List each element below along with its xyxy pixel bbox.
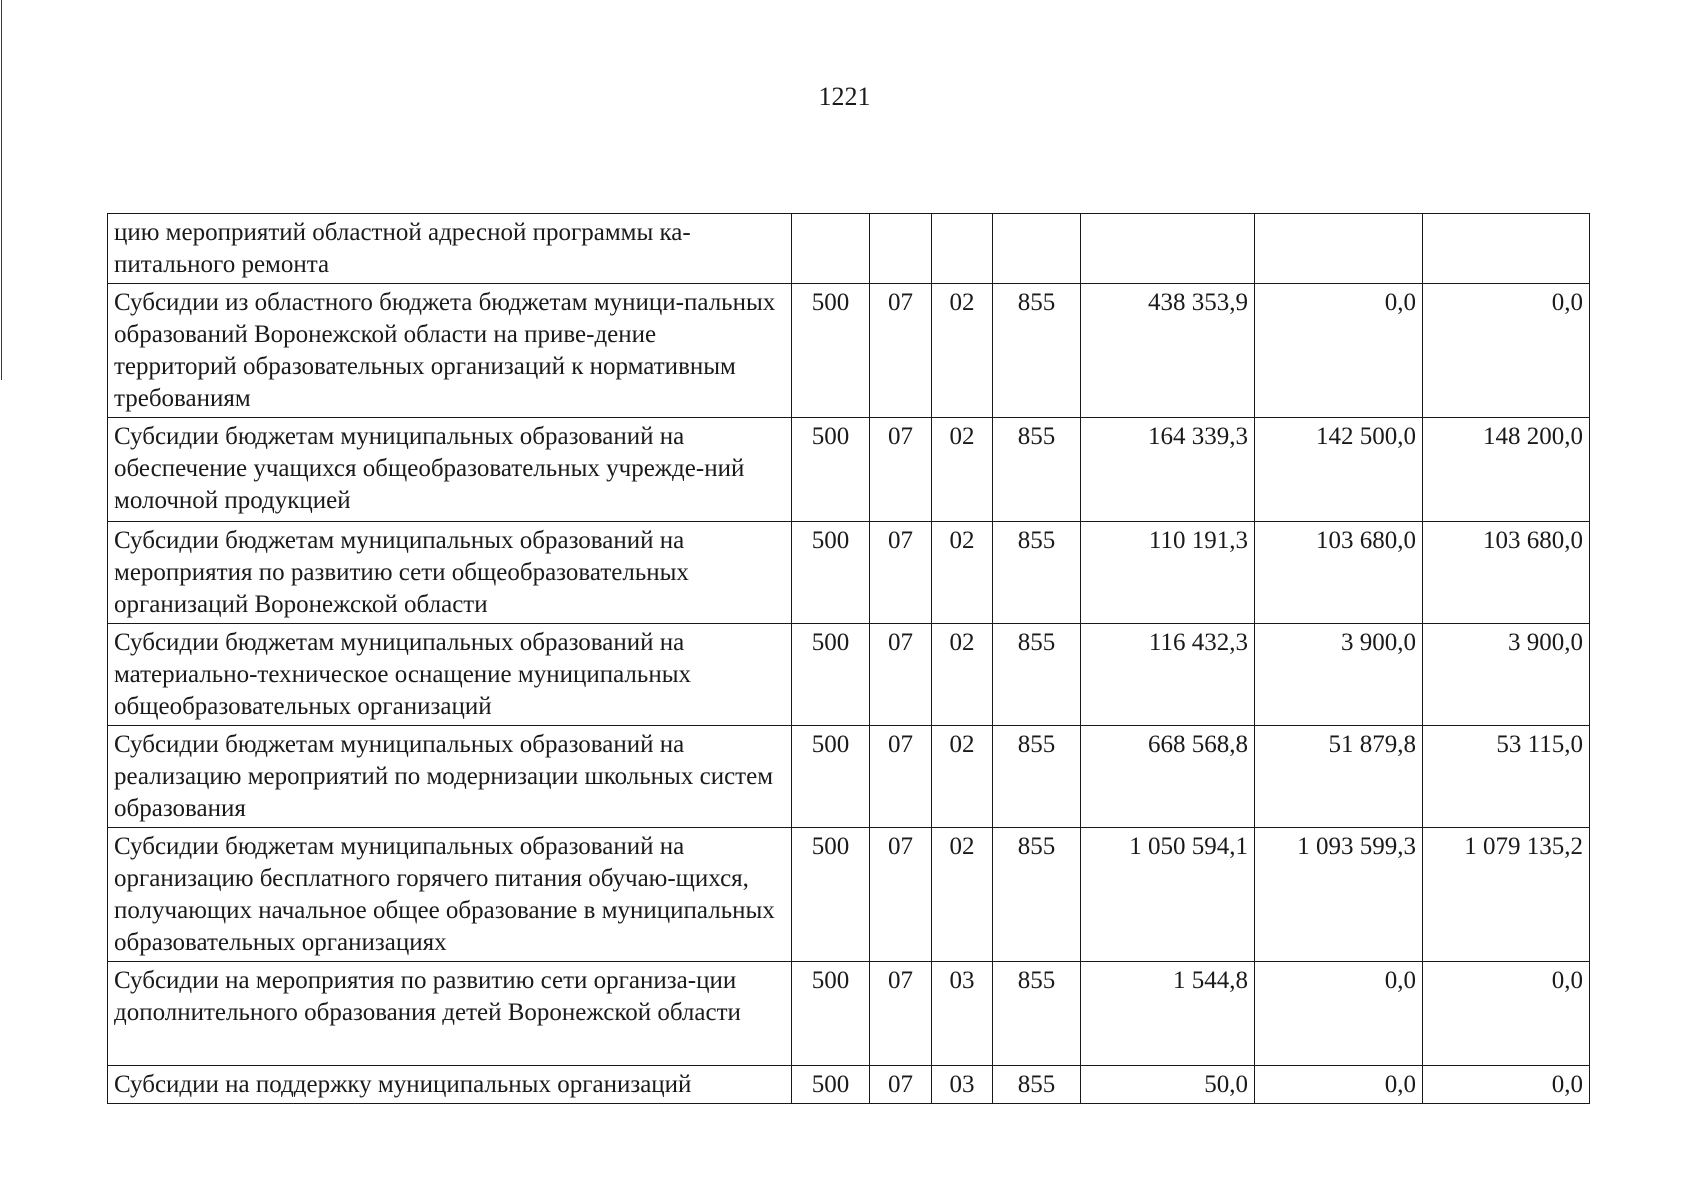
code-cell-1: 500: [792, 522, 870, 624]
amount-cell-1: 50,0: [1081, 1066, 1255, 1104]
code-cell-2: 07: [870, 418, 932, 522]
code-cell-3: 03: [932, 962, 993, 1066]
page-edge-line: [1, 0, 2, 380]
amount-cell-2: 0,0: [1255, 962, 1423, 1066]
budget-table: [107, 213, 1590, 1104]
code-cell-3: 03: [932, 1066, 993, 1104]
amount-cell-3: 53 115,0: [1423, 726, 1590, 828]
amount-cell-2: 0,0: [1255, 284, 1423, 418]
row-description: Субсидии бюджетам муниципальных образований на мероприятия по развитию сети общеобразовательных организаций Воронежской области: [108, 522, 792, 624]
code-cell-4: 855: [993, 726, 1081, 828]
code-cell-3: 02: [932, 418, 993, 522]
code-cell-4: 855: [993, 284, 1081, 418]
row-description: Субсидии на поддержку муниципальных организаций: [108, 1066, 792, 1104]
amount-cell-3: 0,0: [1423, 962, 1590, 1066]
amount-cell-2: [1255, 214, 1423, 284]
amount-cell-1: 164 339,3: [1081, 418, 1255, 522]
table-row: [108, 1066, 1590, 1104]
amount-cell-1: [1081, 214, 1255, 284]
amount-cell-3: 103 680,0: [1423, 522, 1590, 624]
code-cell-4: [993, 214, 1081, 284]
code-cell-4: 855: [993, 962, 1081, 1066]
code-cell-2: 07: [870, 624, 932, 726]
code-cell-1: 500: [792, 284, 870, 418]
table-row: [108, 284, 1590, 418]
table-row: [108, 214, 1590, 284]
amount-cell-1: 116 432,3: [1081, 624, 1255, 726]
code-cell-3: 02: [932, 726, 993, 828]
code-cell-2: 07: [870, 726, 932, 828]
code-cell-1: 500: [792, 418, 870, 522]
code-cell-1: [792, 214, 870, 284]
table-row: [108, 522, 1590, 624]
code-cell-1: 500: [792, 828, 870, 962]
amount-cell-1: 1 050 594,1: [1081, 828, 1255, 962]
amount-cell-2: 3 900,0: [1255, 624, 1423, 726]
code-cell-3: 02: [932, 522, 993, 624]
page-number: 1221: [818, 82, 871, 111]
amount-cell-2: 51 879,8: [1255, 726, 1423, 828]
code-cell-4: 855: [993, 828, 1081, 962]
code-cell-3: 02: [932, 624, 993, 726]
table-row: [108, 624, 1590, 726]
table-row: [108, 828, 1590, 962]
table-row: [108, 962, 1590, 1066]
code-cell-4: 855: [993, 418, 1081, 522]
code-cell-4: 855: [993, 624, 1081, 726]
amount-cell-2: 0,0: [1255, 1066, 1423, 1104]
amount-cell-3: 0,0: [1423, 1066, 1590, 1104]
row-description: Субсидии бюджетам муниципальных образований на организацию бесплатного горячего питания обучаю-щихся, получающих начальное общее образование в муниципальных образовательных организациях: [108, 828, 792, 962]
row-description: Субсидии бюджетам муниципальных образований на обеспечение учащихся общеобразовательных учрежде-ний молочной продукцией: [108, 418, 792, 522]
row-description: Субсидии бюджетам муниципальных образований на материально-техническое оснащение муниципальных общеобразовательных организаций: [108, 624, 792, 726]
code-cell-2: 07: [870, 1066, 932, 1104]
code-cell-2: 07: [870, 284, 932, 418]
amount-cell-2: 142 500,0: [1255, 418, 1423, 522]
code-cell-1: 500: [792, 962, 870, 1066]
amount-cell-1: 110 191,3: [1081, 522, 1255, 624]
amount-cell-3: 3 900,0: [1423, 624, 1590, 726]
row-description: Субсидии бюджетам муниципальных образований на реализацию мероприятий по модернизации школьных систем образования: [108, 726, 792, 828]
amount-cell-3: 1 079 135,2: [1423, 828, 1590, 962]
code-cell-2: 07: [870, 828, 932, 962]
amount-cell-3: 148 200,0: [1423, 418, 1590, 522]
amount-cell-3: 0,0: [1423, 284, 1590, 418]
code-cell-1: 500: [792, 726, 870, 828]
code-cell-3: [932, 214, 993, 284]
code-cell-2: [870, 214, 932, 284]
code-cell-4: 855: [993, 1066, 1081, 1104]
code-cell-3: 02: [932, 284, 993, 418]
code-cell-1: 500: [792, 1066, 870, 1104]
table-row: [108, 726, 1590, 828]
amount-cell-2: 1 093 599,3: [1255, 828, 1423, 962]
amount-cell-2: 103 680,0: [1255, 522, 1423, 624]
row-description: Субсидии на мероприятия по развитию сети организа-ции дополнительного образования детей Воронежской области: [108, 962, 792, 1066]
amount-cell-3: [1423, 214, 1590, 284]
amount-cell-1: 438 353,9: [1081, 284, 1255, 418]
code-cell-2: 07: [870, 962, 932, 1066]
code-cell-2: 07: [870, 522, 932, 624]
row-description: Субсидии из областного бюджета бюджетам муници-пальных образований Воронежской области на приве-дение территорий образовательных организаций к нормативным требованиям: [108, 284, 792, 418]
amount-cell-1: 1 544,8: [1081, 962, 1255, 1066]
code-cell-3: 02: [932, 828, 993, 962]
code-cell-1: 500: [792, 624, 870, 726]
code-cell-4: 855: [993, 522, 1081, 624]
table-row: [108, 418, 1590, 522]
row-description: цию мероприятий областной адресной программы ка-питального ремонта: [108, 214, 792, 284]
amount-cell-1: 668 568,8: [1081, 726, 1255, 828]
